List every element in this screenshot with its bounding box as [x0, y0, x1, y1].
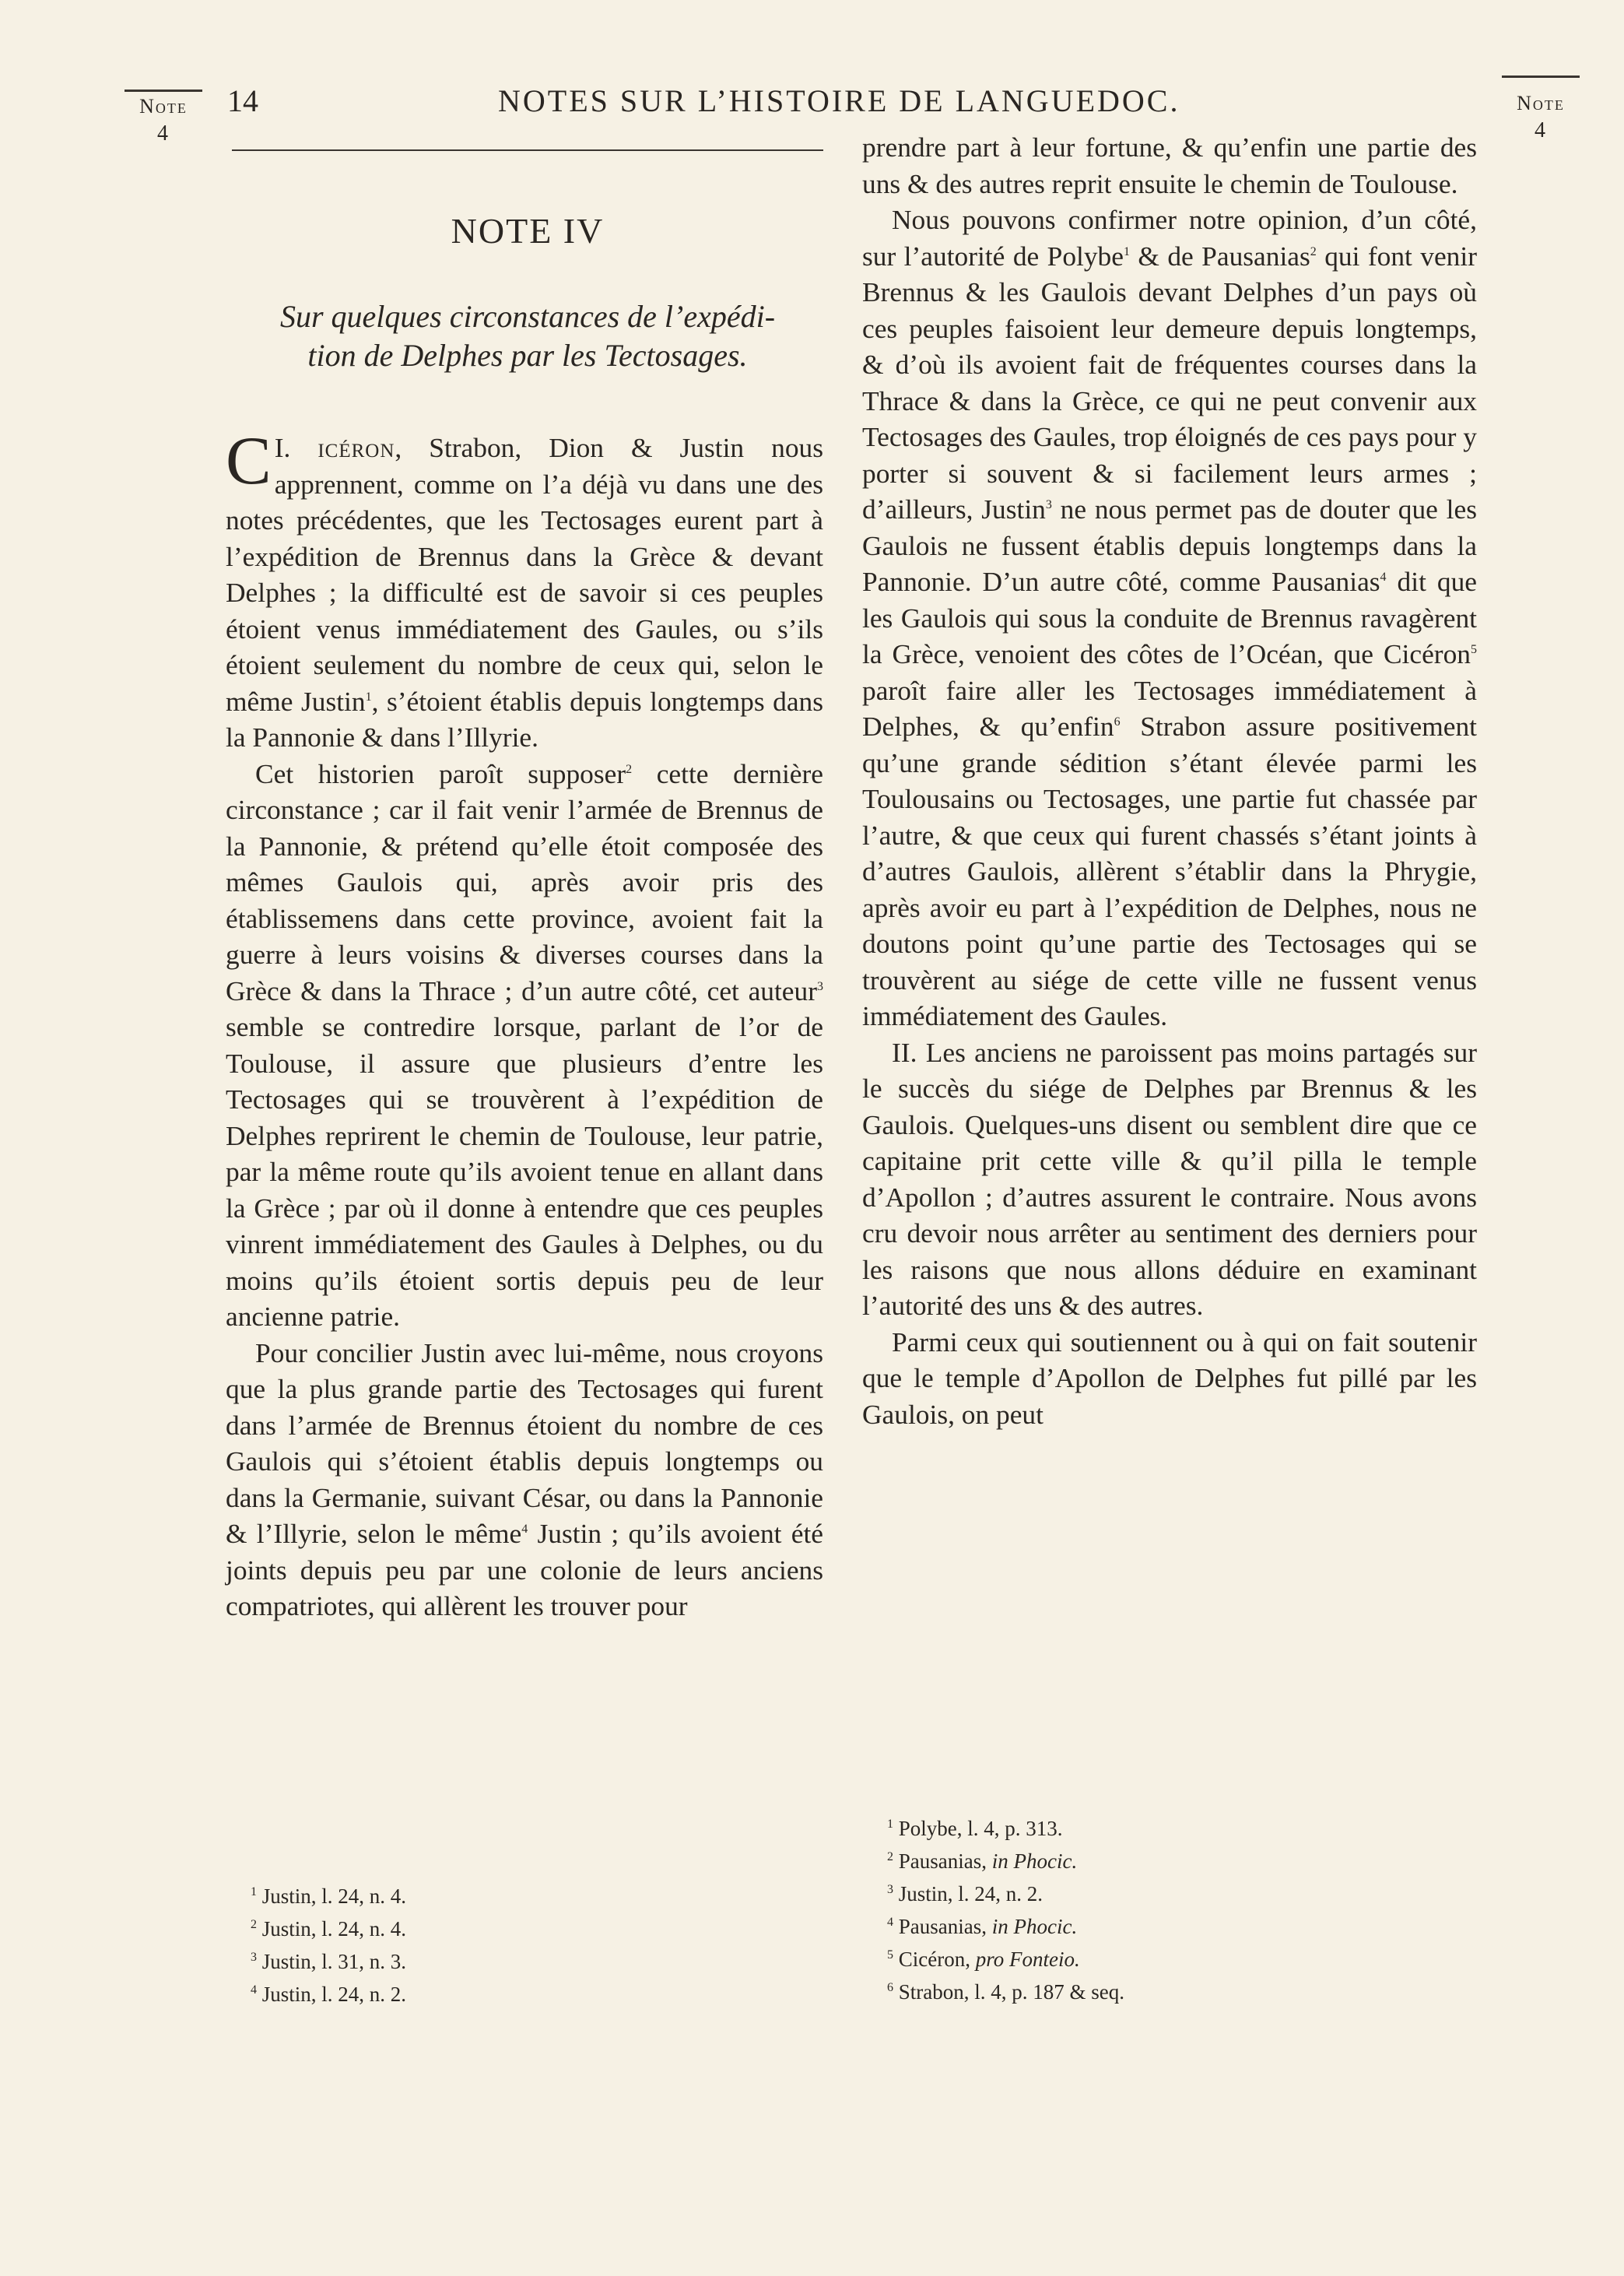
right-margin-number: 4	[1535, 118, 1547, 142]
left-paragraph-1	[226, 423, 823, 756]
right-paragraph-2: Nous pouvons confirmer notre opinion, d’un côté, sur l’autorité de Polybe$^1$ & de Pausanias$^2$ qui font venir Brennus & les Gaulois devant Delphes d’un pays où ces peuples faisoient leur demeure depuis longtemps, & d’où ils avoient fait de fréquentes courses dans la Thrace & dans la Grèce, ce qui ne peut convenir aux Tectosages des Gaules, trop éloignés de ces pays pour y porter si souvent & si facilement leurs armes ; d’ailleurs, Justin$^3$ ne nous permet pas de douter que les Gaulois ne fussent établis depuis longtemps dans la Pannonie. D’un autre côté, comme Pausanias$^4$ dit que les Gaulois qui sous la conduite de Brennus ravagèrent la Grèce, venoient des côtes de l’Océan, que Cicéron$^5$ paroît faire aller les Tectosages immédiatement à Delphes, & qu’enfin$^6$ Strabon assure positivement qu’une grande sédition s’étant élevée parmi les Toulousains ou Tectosages, une partie fut chassée par l’autre, & que ceux qui furent chassés s’étant joints à d’autres Gaulois, allèrent s’établir dans la Phrygie, après avoir eu part à l’expédition de Delphes, nous ne doutons point qu’une partie des Tectosages qui se trouvèrent au siége de cette ville ne fussent venus immédiatement des Gaules.	[862, 204, 1478, 1031]
footnote-ref: 2	[626, 762, 633, 776]
paragraph-text: , Strabon, Dion & Justin nous apprennent, comme on l’a déjà vu dans une des notes précédentes, que les Tectosages eurent part à l’expédition de Brennus dans la Grèce & devant Delphes ; la difficulté est de savoir si ces peuples étoient venus immédiatement des Gaules, ou s’ils étoient seulement du nombre de ceux qui, selon le même Justin	[226, 432, 823, 717]
footnote: $^3$ Justin, l. 24, n. 2.	[887, 1882, 1043, 1905]
paragraph-text: semble se contredire lorsque, parlant de l’or de Toulouse, il assure que plusieurs d’entre les Tectosages qui se trouvèrent à l’expédition de Delphes reprirent le chemin de Toulouse, leur patrie, par la même route qu’ils avoient tenue en allant dans la Grèce ; par où il donne à entendre que ces peuples vinrent immédiatement des Gaules à Delphes, ou du moins qu’ils étoient sortis depuis peu de leur ancienne patrie.	[226, 1011, 823, 1332]
subtitle-line-2: tion de Delphes par les Tectosages.	[307, 338, 748, 373]
right-footnotes	[887, 1812, 1124, 2008]
note-title: NOTE IV	[451, 211, 605, 251]
smallcaps-word: icéron	[317, 432, 395, 463]
subtitle-line-1: Sur quelques circonstances de l’expédi-	[279, 299, 776, 334]
footnote: $^2$ Justin, l. 24, n. 4.	[251, 1917, 407, 1941]
footnote: $^5$ Cicéron, pro Fonteio.	[887, 1948, 1080, 1971]
paragraph-text: , s’étoient établis depuis longtemps dans la Pannonie & dans l’Illyrie.	[226, 685, 823, 753]
footnote: $^6$ Strabon, l. 4, p. 187 & seq.	[887, 1980, 1124, 2004]
footnote-ref: 4	[521, 1523, 528, 1537]
right-margin-rule	[1502, 76, 1580, 78]
right-margin-label: Note	[1517, 92, 1565, 114]
right-column	[862, 129, 1477, 1432]
paragraph-text: Pour concilier Justin avec lui-même, nous croyons que la plus grande partie des Tectosages qui furent dans l’armée de Brennus étoient du nombre de ces Gaulois qui s’étoient établis depuis longtemps ou dans la Germanie, suivant César, ou dans la Pannonie & l’Illyrie, selon le même	[226, 1336, 823, 1549]
left-footnotes	[251, 1880, 406, 2011]
right-paragraph-1: prendre part à leur fortune, & qu’enfin une partie des uns & des autres reprit ensuite le chemin de Toulouse.	[862, 132, 1477, 199]
footnote: $^4$ Pausanias, in Phocic.	[887, 1915, 1078, 1938]
paragraph-text: Cet historien paroît supposer	[255, 757, 626, 789]
right-margin-note	[1502, 92, 1580, 143]
footnote-ref: 3	[817, 979, 823, 993]
footnote-ref: 1	[365, 690, 372, 704]
header-rule	[232, 149, 823, 151]
left-margin-label: Note	[139, 95, 188, 118]
left-margin-rule	[125, 90, 202, 92]
paragraph-text: cette dernière circonstance ; car il fait venir l’armée de Brennus de la Pannonie, & prétend qu’elle étoit composée des mêmes Gaulois qui, après avoir pris des établissemens dans cette province, avoient fait la guerre à leurs voisins & diverses courses dans la Grèce & dans la Thrace ; d’un autre côté, cet auteur	[226, 757, 823, 1006]
left-margin-note	[125, 95, 202, 146]
footnote: $^2$ Pausanias, in Phocic.	[887, 1849, 1078, 1873]
note-subtitle	[232, 297, 823, 375]
left-column	[226, 423, 824, 1624]
right-paragraph-3: II. Les anciens ne paroissent pas moins partagés sur le succès du siége de Delphes par Brennus & les Gaulois. Quelques-uns disent ou semblent dire que ce capitaine prit cette ville & qu’il pilla le temple d’Apollon ; d’autres assurent le contraire. Nous avons cru devoir nous arrêter au sentiment des derniers pour les raisons que nous allons déduire en examinant l’autorité des uns & des autres.	[862, 1036, 1477, 1321]
footnote: $^1$ Justin, l. 24, n. 4.	[251, 1884, 407, 1908]
footnote: $^3$ Justin, l. 31, n. 3.	[251, 1950, 407, 1973]
footnote: $^1$ Polybe, l. 4, p. 313.	[887, 1817, 1063, 1840]
running-header: NOTES SUR L’HISTOIRE DE LANGUEDOC.	[498, 83, 1180, 118]
section-number: I.	[274, 432, 318, 463]
dropcap: C	[226, 423, 272, 499]
paragraph-text: Justin ; qu’ils avoient été joints depuis peu par une colonie de leurs anciens compatriotes, qui allèrent les trouver pour	[226, 1518, 824, 1621]
left-margin-number: 4	[157, 121, 170, 146]
left-paragraph-3	[226, 1335, 823, 1624]
page-number: 14	[227, 83, 258, 118]
left-paragraph-2	[226, 756, 823, 1335]
right-paragraph-4: Parmi ceux qui soutiennent ou à qui on fait soutenir que le temple d’Apollon de Delphes fut pillé par les Gaulois, on peut	[862, 1326, 1477, 1430]
footnote: $^4$ Justin, l. 24, n. 2.	[251, 1983, 407, 2006]
